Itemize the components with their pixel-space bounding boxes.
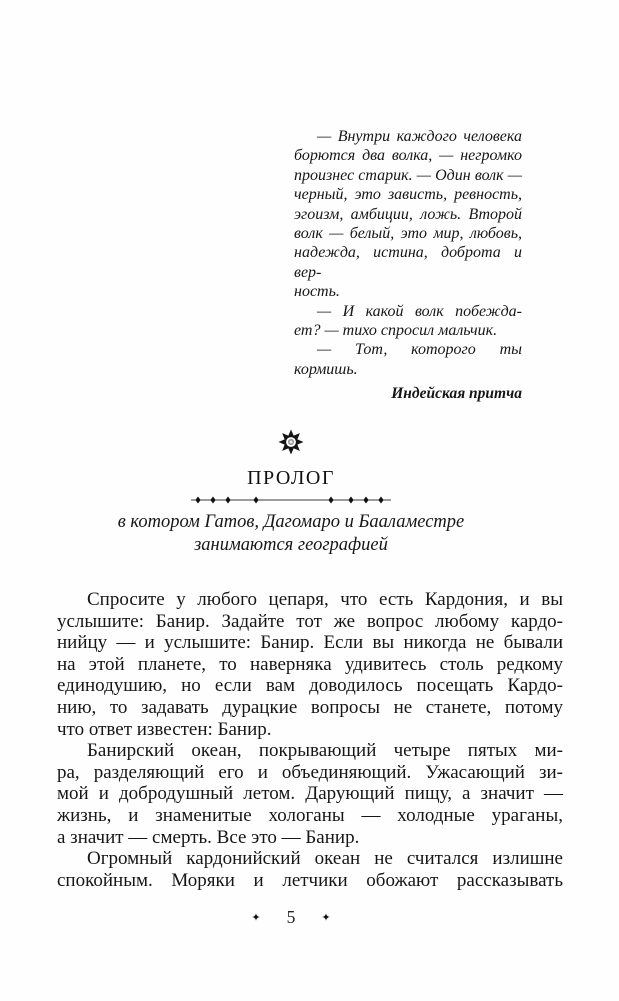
text-line: волк — белый, это мир, любовь, [294,225,522,243]
diamond-icon: ✦ [251,911,261,924]
paragraph [57,740,563,848]
text-line: ность. [294,283,340,301]
text-line: жизнь, и знаменитые хологаны — холодные ураганы, [57,804,563,826]
paragraph [294,302,522,341]
text-line: — И какой волк побежда- [317,302,522,320]
text-line: что ответ известен: Банир. [57,718,272,740]
text-line: Спросите у любого цепаря, что есть Кардония, и вы [87,589,563,610]
text-line: нийцу — и услышите: Банир. Если вы никогда не бывали [57,632,563,654]
chapter-title: ПРОЛОГ [247,467,335,489]
text-line: единодушию, но если вам доводилось посещать Кардо- [57,675,563,697]
text-line: произнес старик. — Один волк — [294,166,522,184]
chapter-ornament [0,429,582,455]
text-line: — Тот, которого ты кормишь. [294,341,522,378]
text-line: черный, это зависть, ревность, [294,186,522,204]
epigraph-text [294,127,522,379]
paragraph [294,127,522,302]
text-line: Банирский океан, покрывающий четыре пятых ми- [87,740,563,762]
text-line: а значит — смерть. Все это — Банир. [57,826,360,848]
text-line: Огромный кардонийский океан не считался излишне [87,848,563,870]
text-line: услышите: Банир. Задайте тот же вопрос любому кардо- [57,610,563,632]
body-text [57,589,563,891]
text-line: ет? — тихо спросил мальчик. [294,322,498,340]
text-line: ра, разделяющий его и объединяющий. Ужасающий зи- [57,761,563,783]
text-line: мой и добродушный летом. Дарующий пищу, а значит — [57,783,563,805]
decorative-rule [0,491,582,509]
text-line: — Внутри каждого человека [317,128,522,145]
epigraph [294,127,522,404]
page-footer [0,907,582,928]
paragraph [57,848,563,891]
subtitle-line: в котором Гатов, Дагомаро и Бааламестре [117,512,465,532]
paragraph [294,340,522,379]
text-line: эгоизм, амбиции, ложь. Второй [294,205,522,223]
diamond-icon: ✦ [321,911,331,924]
text-line: спокойным. Моряки и летчики обожают рассказывать [57,869,563,891]
text-line: надежда, истина, доброта и вер- [294,244,522,281]
chapter-subtitle [0,511,582,557]
paragraph [57,589,563,740]
subtitle-line: занимаются географией [194,535,388,555]
text-line: нию, то задавать дурацкие вопросы не станете, потому [57,696,563,718]
text-line: борются два волка, — негромко [294,147,522,165]
text-line: на этой планете, то наверняка удивитесь столь редкому [57,653,563,675]
diamond-rule-icon [190,495,392,505]
sun-star-icon [278,429,304,455]
epigraph-attribution: Индейская притча [391,385,522,403]
page-number: 5 [286,907,296,927]
